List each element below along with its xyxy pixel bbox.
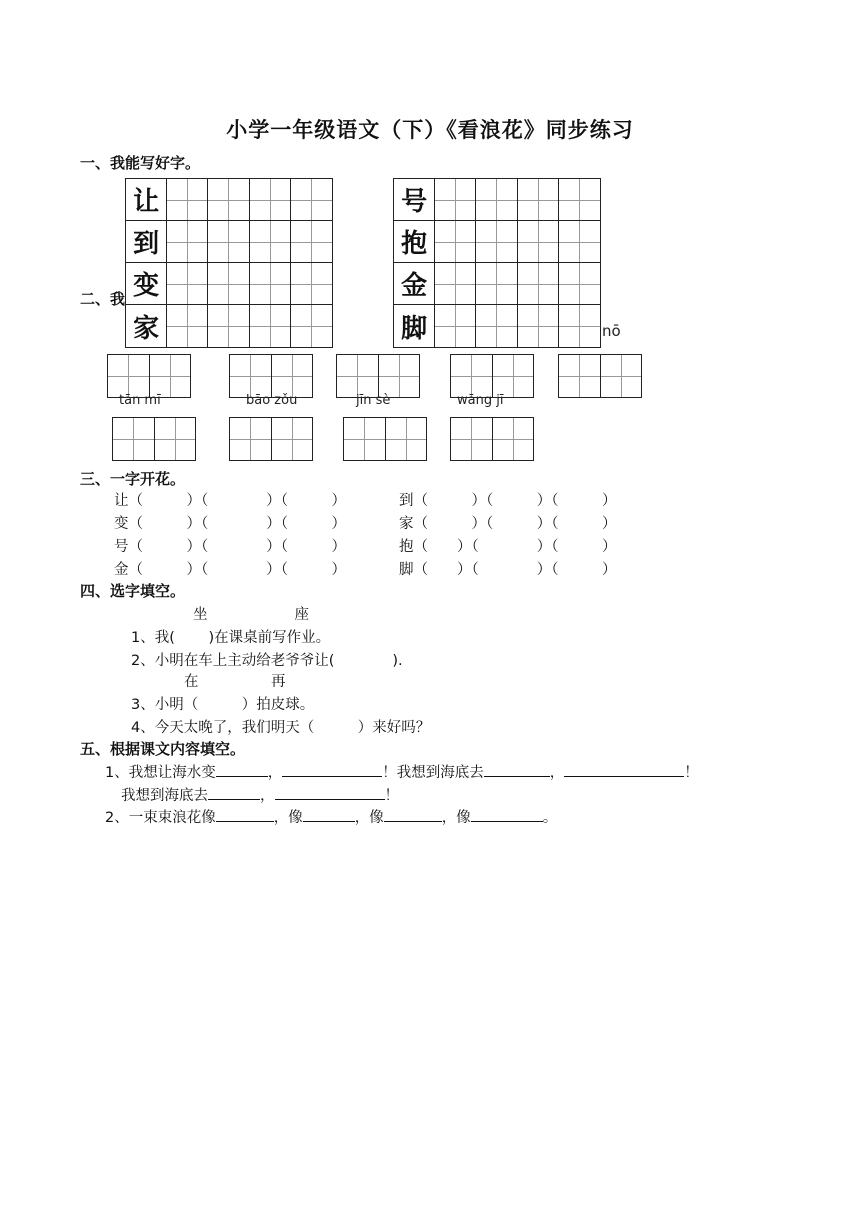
- model-character-cell: [394, 179, 435, 221]
- pinyin-label: jīn sè: [356, 393, 391, 408]
- answer-blank[interactable]: [275, 785, 385, 800]
- practice-cell[interactable]: [559, 263, 600, 305]
- word-bloom-row[interactable]: 号（ ）（ ）（ ）: [114, 539, 346, 555]
- word-bloom-row[interactable]: 脚（ ）（ ）（ ）: [399, 562, 617, 578]
- pinyin-label: tān mī: [119, 393, 161, 408]
- practice-cell[interactable]: [250, 221, 291, 263]
- practice-cell[interactable]: [518, 221, 559, 263]
- pinyin-label: wāng jī: [457, 393, 504, 408]
- line-text: ！: [384, 788, 399, 804]
- practice-cell[interactable]: [559, 305, 600, 347]
- line-text: 2、一束束浪花像: [105, 810, 216, 826]
- choice-words: 在 再: [184, 674, 286, 690]
- fill-question[interactable]: 1、我( )在课桌前写作业。: [131, 630, 331, 646]
- word-bloom-row[interactable]: 金（ ）（ ）（ ）: [114, 562, 346, 578]
- line-text: ，: [267, 765, 283, 781]
- section-4-heading: 四、选字填空。: [80, 582, 186, 600]
- model-character: 到: [133, 229, 160, 259]
- pinyin-box[interactable]: [558, 354, 642, 398]
- practice-cell[interactable]: [291, 179, 332, 221]
- practice-cell[interactable]: [250, 263, 291, 305]
- model-character-cell: [394, 263, 435, 305]
- practice-cell[interactable]: [167, 179, 208, 221]
- answer-blank[interactable]: [564, 762, 684, 777]
- practice-cell[interactable]: [250, 179, 291, 221]
- model-character: 号: [401, 187, 428, 217]
- practice-cell[interactable]: [518, 305, 559, 347]
- practice-cell[interactable]: [559, 221, 600, 263]
- answer-blank[interactable]: [303, 807, 355, 822]
- practice-cell[interactable]: [476, 221, 517, 263]
- line-text: ，像: [354, 810, 384, 826]
- answer-blank[interactable]: [484, 762, 550, 777]
- pinyin-fragment: nō: [602, 322, 621, 340]
- line-text: 。: [542, 810, 558, 826]
- practice-cell[interactable]: [208, 179, 249, 221]
- fill-question[interactable]: 4、今天太晚了，我们明天（ ）来好吗？: [131, 720, 431, 736]
- answer-blank[interactable]: [471, 807, 543, 822]
- practice-cell[interactable]: [208, 263, 249, 305]
- practice-cell[interactable]: [167, 305, 208, 347]
- model-character-cell: [126, 263, 167, 305]
- practice-cell[interactable]: [167, 263, 208, 305]
- practice-cell[interactable]: [208, 221, 249, 263]
- fill-question[interactable]: 2、小明在车上主动给老爷爷让( ).: [131, 653, 403, 669]
- practice-cell[interactable]: [291, 305, 332, 347]
- practice-cell[interactable]: [476, 263, 517, 305]
- practice-cell[interactable]: [167, 221, 208, 263]
- model-character-cell: [126, 305, 167, 347]
- practice-cell[interactable]: [208, 305, 249, 347]
- practice-cell[interactable]: [435, 221, 476, 263]
- practice-cell[interactable]: [291, 263, 332, 305]
- line-text: ，像: [441, 810, 471, 826]
- line-text: 我想到海底去: [121, 788, 208, 804]
- section-2-heading: 二、我: [80, 290, 126, 308]
- answer-blank[interactable]: [282, 762, 382, 777]
- line-text: ！: [684, 765, 699, 781]
- practice-cell[interactable]: [250, 305, 291, 347]
- answer-blank[interactable]: [216, 762, 268, 777]
- answer-blank[interactable]: [384, 807, 442, 822]
- pinyin-box[interactable]: [343, 417, 427, 461]
- model-character: 变: [133, 271, 160, 301]
- practice-cell[interactable]: [291, 221, 332, 263]
- answer-blank[interactable]: [216, 807, 274, 822]
- answer-blank[interactable]: [208, 785, 260, 800]
- practice-cell[interactable]: [518, 179, 559, 221]
- word-bloom-row[interactable]: 让（ ）（ ）（ ）: [114, 493, 346, 509]
- pinyin-box[interactable]: [112, 417, 196, 461]
- writing-grid-left[interactable]: [125, 178, 333, 348]
- word-bloom-row[interactable]: 抱（ ）（ ）（ ）: [399, 539, 617, 555]
- practice-cell[interactable]: [435, 179, 476, 221]
- recall-line-1[interactable]: [105, 761, 699, 782]
- line-text: ，: [260, 788, 275, 804]
- line-text: ！我想到海底去: [382, 765, 484, 781]
- recall-line-2[interactable]: [121, 784, 399, 805]
- word-bloom-row[interactable]: 变（ ）（ ）（ ）: [114, 516, 346, 532]
- model-character-cell: [126, 179, 167, 221]
- page-title: 小学一年级语文（下）《看浪花》同步练习: [226, 118, 634, 142]
- fill-question[interactable]: 3、小明（ ）拍皮球。: [131, 697, 315, 713]
- pinyin-box[interactable]: [229, 354, 313, 398]
- practice-cell[interactable]: [518, 263, 559, 305]
- section-5-heading: 五、根据课文内容填空。: [80, 740, 246, 758]
- practice-cell[interactable]: [476, 305, 517, 347]
- line-text: ，像: [273, 810, 303, 826]
- section-3-heading: 三、一字开花。: [80, 470, 186, 488]
- word-bloom-row[interactable]: 家（ ）（ ）（ ）: [399, 516, 617, 532]
- practice-cell[interactable]: [435, 263, 476, 305]
- model-character: 让: [133, 187, 160, 217]
- model-character: 抱: [401, 229, 428, 259]
- pinyin-box[interactable]: [450, 417, 534, 461]
- pinyin-box[interactable]: [229, 417, 313, 461]
- practice-cell[interactable]: [435, 305, 476, 347]
- line-text: ，: [549, 765, 565, 781]
- choice-words: 坐 座: [193, 607, 309, 623]
- pinyin-box[interactable]: [107, 354, 191, 398]
- practice-cell[interactable]: [476, 179, 517, 221]
- practice-cell[interactable]: [559, 179, 600, 221]
- line-text: 1、我想让海水变: [105, 765, 216, 781]
- writing-grid-right[interactable]: [393, 178, 601, 348]
- model-character-cell: [394, 305, 435, 347]
- pinyin-box[interactable]: [450, 354, 534, 398]
- model-character: 金: [401, 271, 428, 301]
- recall-line-3[interactable]: [105, 806, 557, 827]
- pinyin-label: bāo zǒu: [246, 393, 298, 408]
- section-1-heading: 一、我能写好字。: [80, 154, 201, 172]
- model-character-cell: [394, 221, 435, 263]
- model-character: 脚: [401, 313, 428, 344]
- pinyin-box[interactable]: [336, 354, 420, 398]
- model-character-cell: [126, 221, 167, 263]
- word-bloom-row[interactable]: 到（ ）（ ）（ ）: [399, 493, 617, 509]
- model-character: 家: [133, 313, 160, 344]
